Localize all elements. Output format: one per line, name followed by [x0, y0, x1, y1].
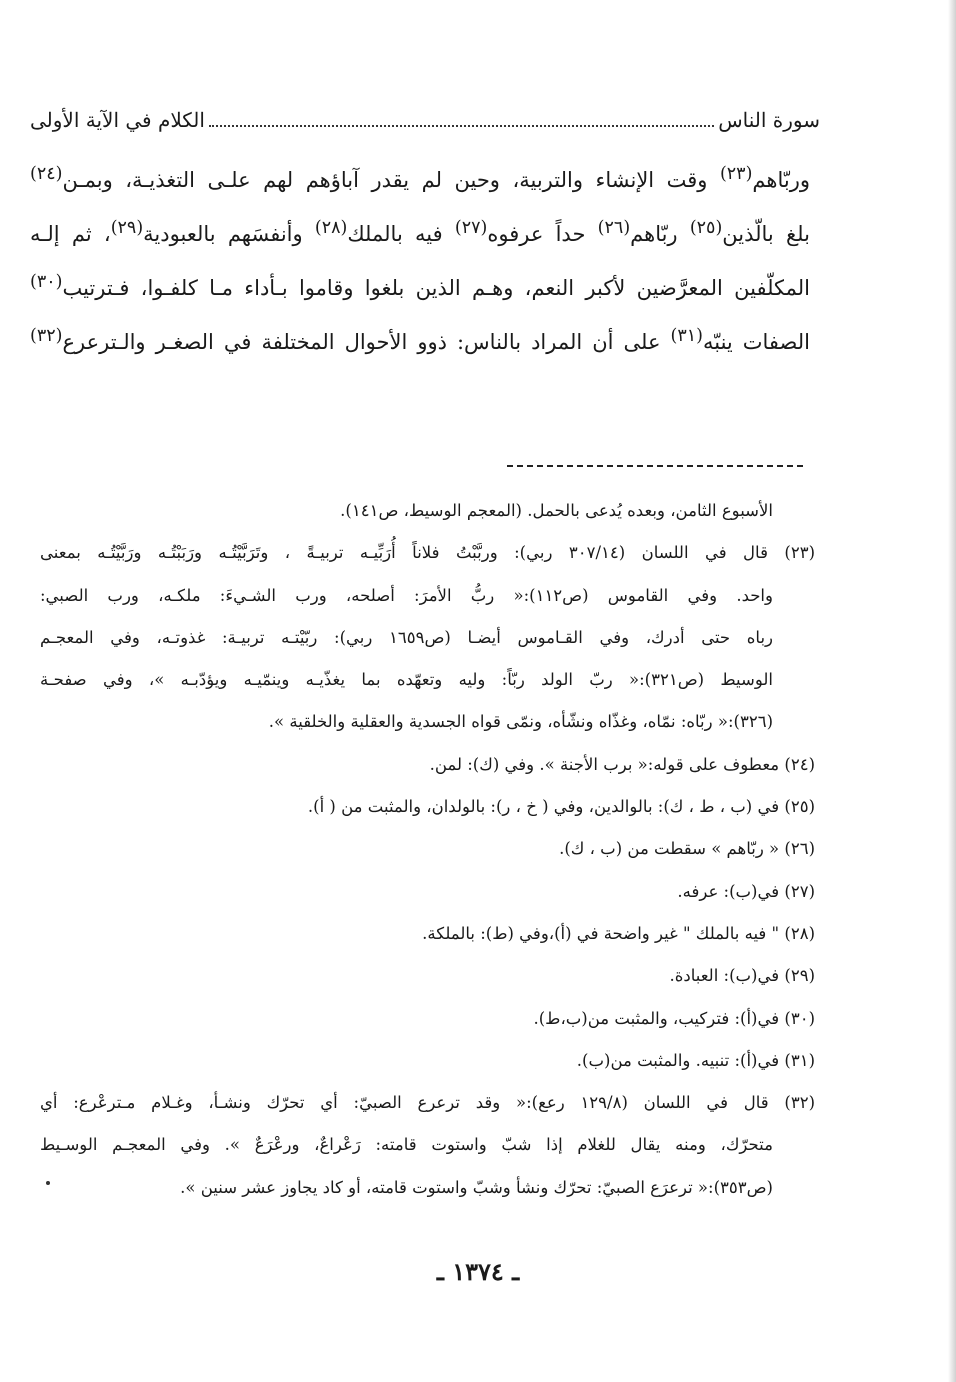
main-text-line: المكلّفين المعرَّضين لأكبر النعم، وهـم الذين بلغوا وقاموا بـأداء مـا كلفـوا، فـترتيب$^{(٣٠)}$ — [30, 272, 810, 300]
running-header — [30, 100, 820, 140]
stray-mark — [46, 1181, 50, 1185]
header-dotted-leader — [209, 125, 714, 127]
footnote-line: واحد. وفي القاموس (ص١١٢):« ربُّ الأمرَ: أصلحه، ورب الشـيءَ: ملكـه، ورب الصبي: — [40, 585, 773, 605]
footnote-line: الأسبوع الثامن، وبعده يُدعى بالحمل. (المعجم الوسيط، ص١٤١). — [340, 501, 773, 520]
footnote-line: (٣٢٦):« ربّاه: نمّاه، وغذّاه ونشّأه، ونمّى قواه الجسدية والعقلية والخلقية ». — [268, 712, 773, 732]
footnote-line: (٢٦) « ربّاهم » سقطت من (ب ، ك). — [559, 839, 815, 859]
footnote-line: (٢٨) " فيه بالملك " غير واضحة في (أ)،وفي (ط): بالملكة. — [422, 923, 815, 943]
main-text — [30, 150, 810, 366]
footnote-line: رباه حتى أدرك، وفي القـاموس أيضـا (ص١٦٥٩ ربي): ربّيْتـه تربيـة: غذوتـه، وفي المعجـم — [40, 627, 774, 647]
footnote-line: (٢٤) معطوف على قوله:« برب الأجنة ». وفي (ك): لمن. — [429, 754, 815, 774]
footnote-line: (٣١) في(أ): تنبيه. والمثبت من(ب). — [576, 1050, 815, 1070]
footnote-line: (٣٢) قال في اللسان (١٢٩/٨ رعع):« وقد ترعرع الصبيّ: أي تحرّك ونشـأ، وغـلام مـترعْرع: أي — [40, 1093, 815, 1113]
footnote-line: (٢٥) في (ب ، ط ، ك): بالوالدين، وفي ( خ ، ر): بالولدان، والمثبت من ( أ). — [307, 797, 815, 817]
header-section-title: الكلام في الآية الأولى — [30, 108, 205, 132]
footnote-line: (ص٣٥٣):« ترعرَع الصبيّ: تحرّك ونشأ وشبّ واستوت قامته، أو كاد يجاوز عشر سنين ». — [180, 1177, 773, 1197]
main-text-line: وربّاهم$^{(٢٣)}$ وقت الإنشاء والتربية، وحين لم يقدر آباؤهم لهم علـى التغذيـة، وبمـن$^{(٢٤)}$ — [30, 164, 810, 192]
main-text-line: الصفات ينبّه$^{(٣١)}$ على أن المراد بالناس: ذوو الأحوال المختلفة في الصغـر والـترعرع$^{(٣٢)}$ — [30, 326, 810, 354]
footnote-line: متحرّك، ومنه يقال للغلام إذا شبّ واستوت قامته: رَعْراعٌ، ورعْرَعٌ ». وفي المعجـم الوسـيط — [40, 1135, 773, 1155]
main-text-line: بلغ بالّذين$^{(٢٥)}$ ربّاهم$^{(٢٦)}$ حداً عرفوه$^{(٢٧)}$ فيه بالملك$^{(٢٨)}$ وأنفسَهم بالعبودية$^{(٢٩)}$، ثم إلـه — [30, 218, 810, 246]
footnote-line: (٢٣) قال في اللسان (٣٠٧/١٤ ربي): وربَّبْتُ فلاناً أُرَبِّيـه تربيـةً ، وتَرَبَّيْتُـه ورَبَبْتُـه ورَبَّيْتُـه بمعنى — [40, 543, 815, 563]
footnote-separator — [507, 465, 803, 467]
footnote-line: (٢٧) في(ب): عرفه. — [677, 881, 815, 901]
page-edge-shadow — [948, 0, 956, 1382]
header-surah-title: سورة الناس — [718, 108, 820, 132]
footnote-line: (٣٠) في(أ): فتركيب، والمثبت من(ب،ط). — [533, 1008, 815, 1028]
footnotes — [40, 490, 815, 1209]
footnote-line: (٢٩) في(ب): العبادة. — [669, 966, 815, 986]
footnote-line: الوسيط (ص٣٢١):« ربّ الولد ربّاً: وليه وتعهّده بما يغذّيـه وينمّيـه ويؤدّبـه »، وفي صفحـة — [40, 670, 773, 690]
page-number: ـ ١٣٧٤ ـ — [436, 1257, 520, 1286]
